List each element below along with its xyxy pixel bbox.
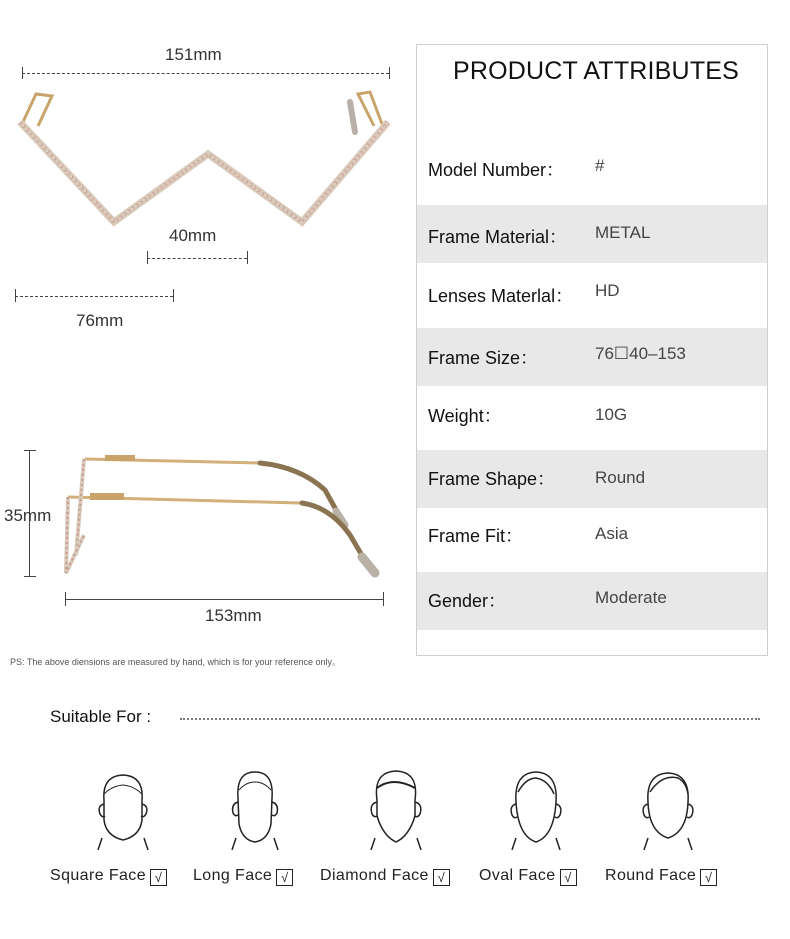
attr-value: Asia xyxy=(595,524,629,543)
attr-label: Frame Material： xyxy=(428,227,568,247)
product-attributes-panel xyxy=(416,44,768,656)
attr-row-frame-material xyxy=(417,205,767,263)
face-label: Oval Face xyxy=(479,867,556,884)
attr-row-model-number xyxy=(417,141,767,193)
attr-value: HD xyxy=(595,281,620,300)
square-face-icon xyxy=(92,770,154,850)
attr-label: Frame Size： xyxy=(428,348,539,368)
attr-label: Weight： xyxy=(428,406,502,426)
check-icon: √ xyxy=(700,869,717,886)
glasses-front-image xyxy=(10,82,400,232)
width-total-line xyxy=(22,73,389,74)
attr-label: Lenses Materlal： xyxy=(428,286,574,306)
attr-row-frame-fit xyxy=(417,510,767,570)
face-option-long xyxy=(193,867,293,886)
diamond-face-icon xyxy=(363,768,429,850)
height-label: 35mm xyxy=(4,506,52,525)
lens-width-line xyxy=(15,296,173,297)
measure-note: PS: The above diensions are measured by hand, which is for your reference only。 xyxy=(10,657,342,667)
width-total-label: 151mm xyxy=(165,45,222,64)
face-option-square xyxy=(50,867,167,886)
attr-label: Model Number： xyxy=(428,160,565,180)
check-icon: √ xyxy=(276,869,293,886)
attr-value: METAL xyxy=(595,223,651,242)
face-option-round xyxy=(605,867,717,886)
panel-title: PRODUCT ATTRIBUTES xyxy=(453,57,740,85)
face-label: Diamond Face xyxy=(320,867,429,884)
attr-value: Moderate xyxy=(595,588,667,607)
face-label: Long Face xyxy=(193,867,273,884)
glasses-side-image xyxy=(40,445,390,585)
attr-label: Frame Fit： xyxy=(428,526,524,546)
check-icon: √ xyxy=(433,869,450,886)
attr-value: 10G xyxy=(595,405,628,424)
attr-label: Frame Shape： xyxy=(428,469,556,489)
attr-row-frame-size xyxy=(417,328,767,386)
attr-row-gender xyxy=(417,572,767,630)
lens-width-label: 76mm xyxy=(76,311,124,330)
attr-row-frame-shape xyxy=(417,450,767,508)
temple-length-line xyxy=(65,599,383,600)
check-icon: √ xyxy=(560,869,577,886)
attr-value: # xyxy=(595,156,605,175)
bridge-line xyxy=(147,258,247,259)
round-face-icon xyxy=(636,768,700,850)
oval-face-icon xyxy=(504,768,568,850)
long-face-icon xyxy=(224,768,286,850)
attr-row-lenses-material xyxy=(417,267,767,323)
bridge-label: 40mm xyxy=(169,226,217,245)
face-option-diamond xyxy=(320,867,450,886)
attr-row-weight xyxy=(417,389,767,447)
dotted-divider xyxy=(180,718,760,720)
suitable-for-label: Suitable For : xyxy=(50,707,152,726)
face-label: Square Face xyxy=(50,867,147,884)
face-option-oval xyxy=(479,867,577,886)
attr-value: 76☐​40–153 xyxy=(595,344,686,363)
attr-label: Gender： xyxy=(428,591,507,611)
attr-value: Round xyxy=(595,468,646,487)
check-icon: √ xyxy=(150,869,167,886)
face-label: Round Face xyxy=(605,867,697,884)
temple-length-label: 153mm xyxy=(205,606,262,625)
